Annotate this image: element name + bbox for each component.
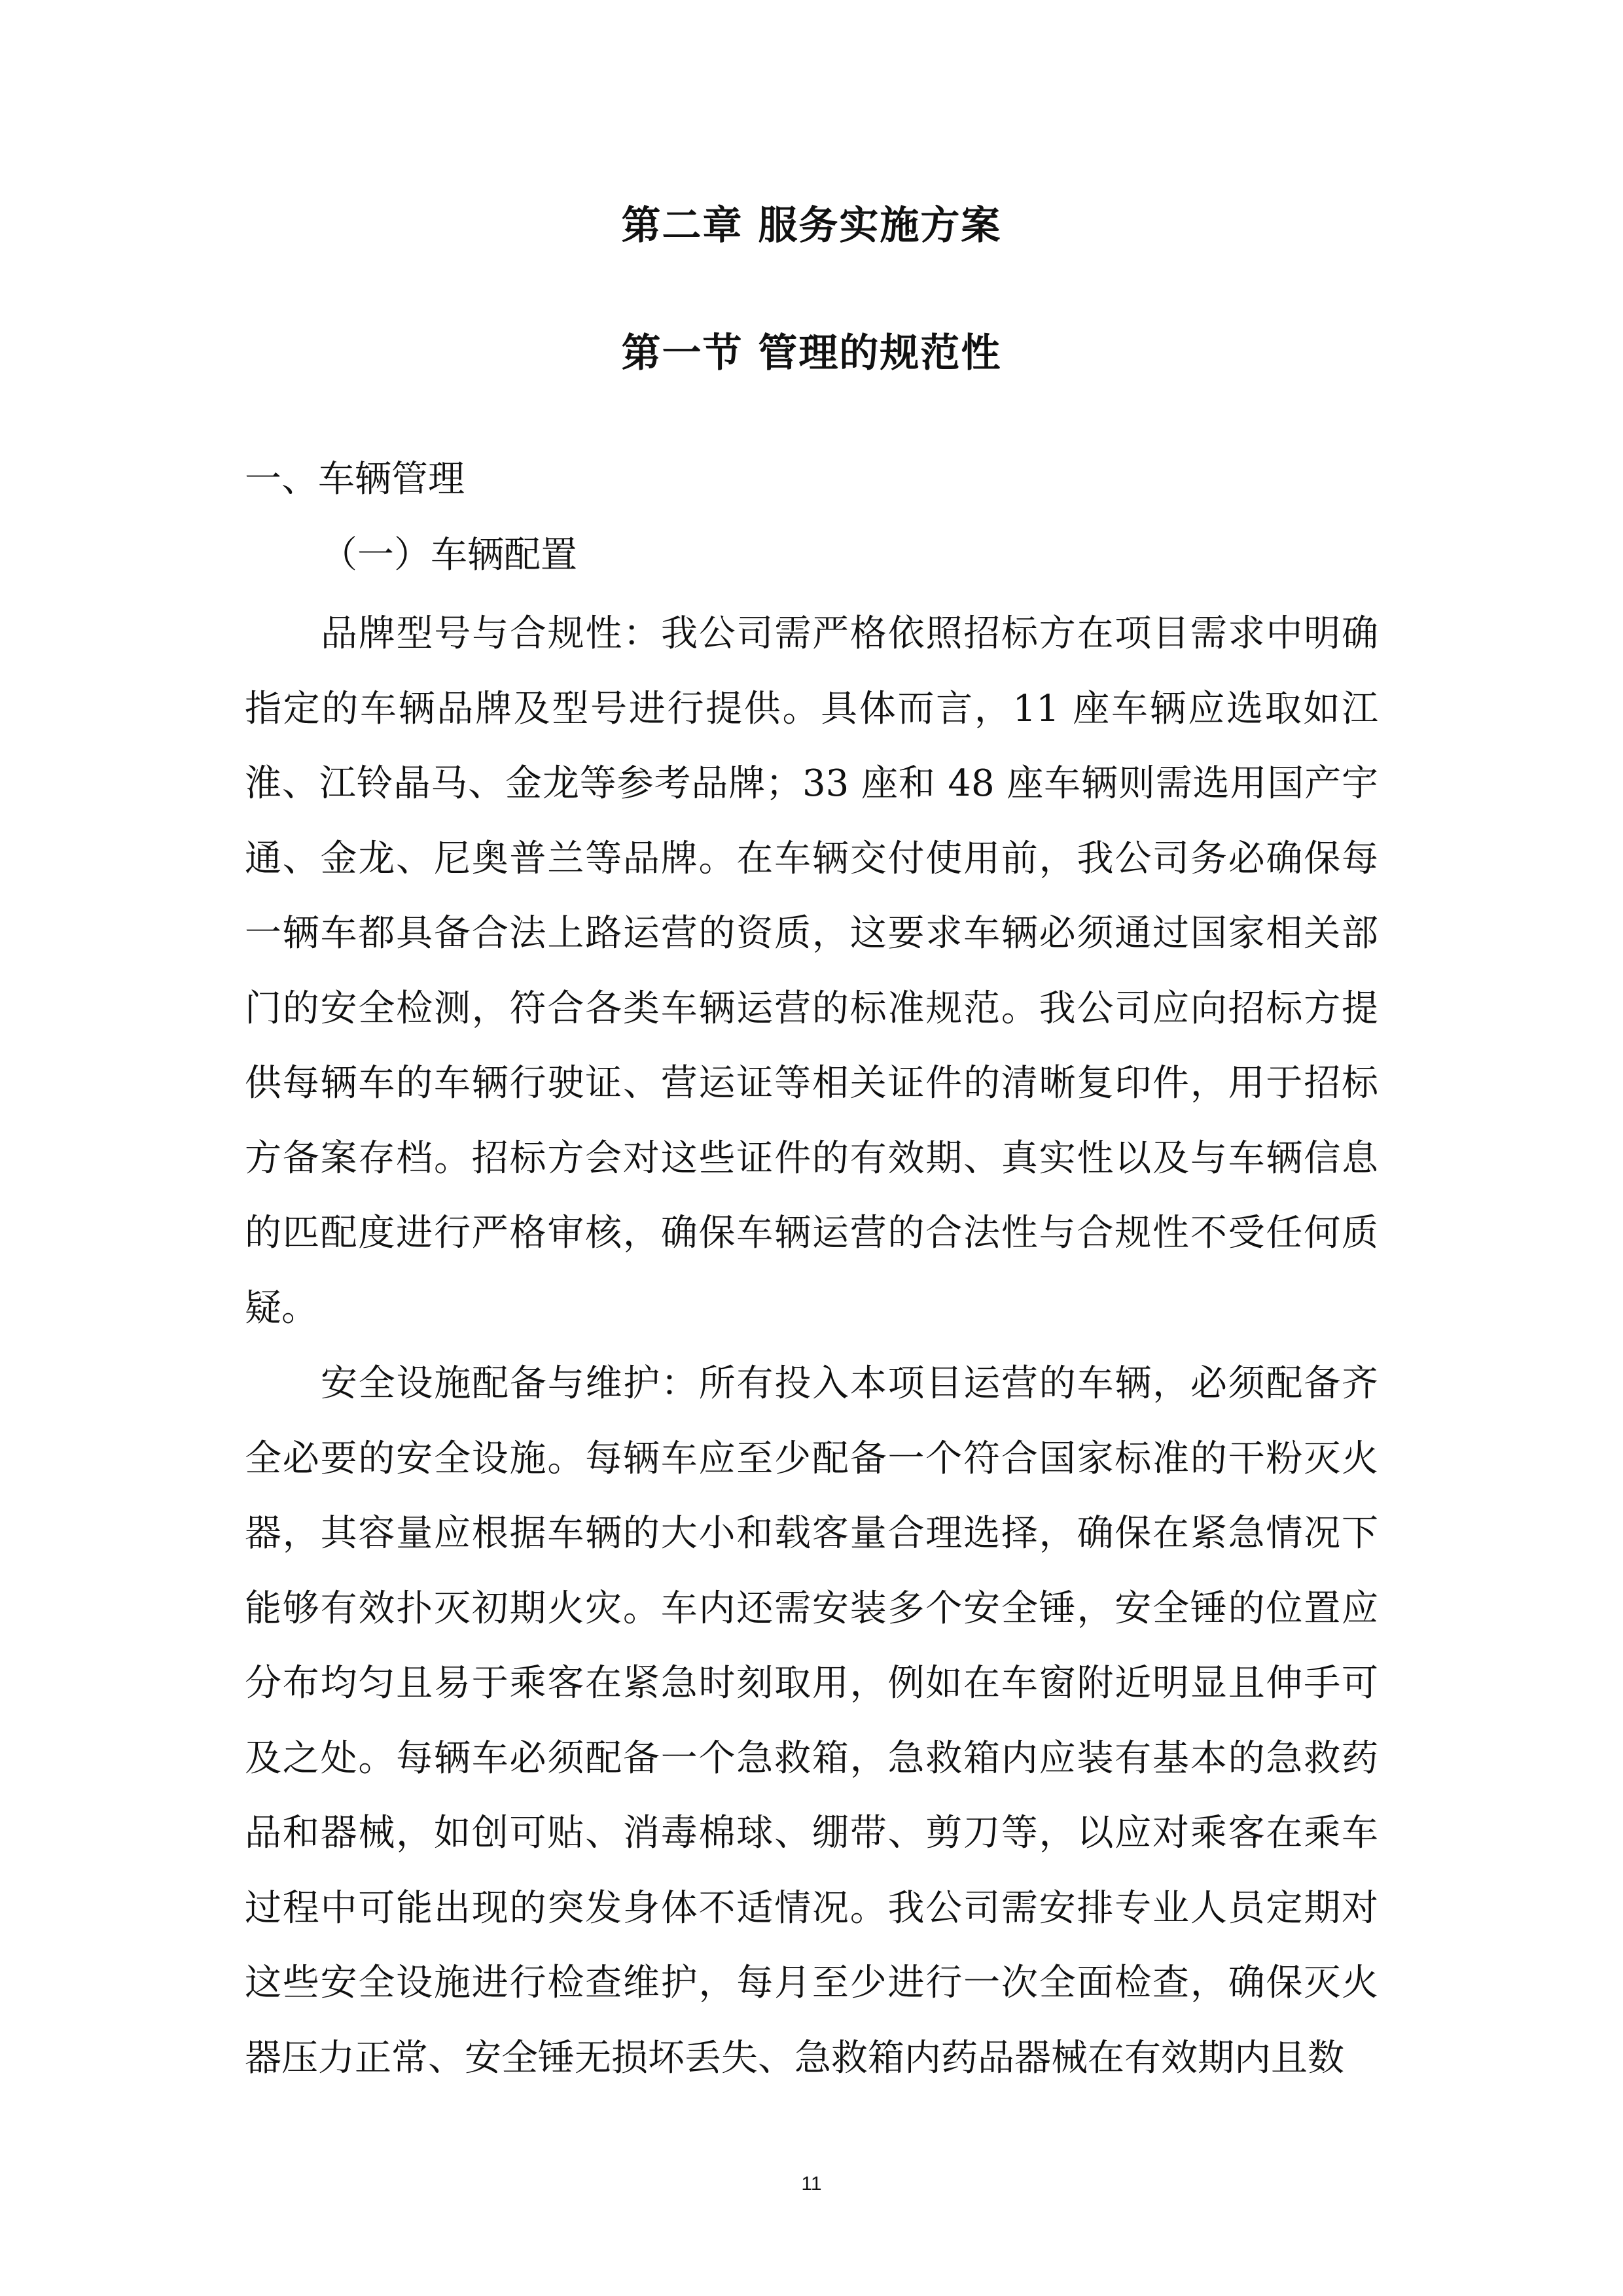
heading-vehicle-configuration: （一）车辆配置	[321, 534, 577, 576]
chapter-title: 第二章 服务实施方案	[621, 203, 1002, 249]
paragraph-safety-equipment: 安全设施配备与维护：所有投入本项目运营的车辆，必须配备齐全必要的安全设施。每辆车应至少配备一个符合国家标准的干粉灭火器，其容量应根据车辆的大小和载客量合理选择，确保在紧急情况下能够有效扑灭初期火灾。车内还需安装多个安全锤，安全锤的位置应分布均匀且易于乘客在紧急时刻取用，例如在车窗附近明显且伸手可及之处。每辆车必须配备一个急救箱，急救箱内应装有基本的急救药品和器械，如创可贴、消毒棉球、绷带、剪刀等，以应对乘客在乘车过程中可能出现的突发身体不适情况。我公司需安排专业人员定期对这些安全设施进行检查维护，每月至少进行一次全面检查，确保灭火器压力正常、安全锤无损坏丢失、急救箱内药品器械在有效期内且数	[245, 1362, 1378, 2079]
paragraph-brand-compliance: 品牌型号与合规性：我公司需严格依照招标方在项目需求中明确指定的车辆品牌及型号进行提供。具体而言，11 座车辆应选取如江淮、江铃晶马、金龙等参考品牌；33 座和 48 座车辆则需选用国产宇通、金龙、尼奥普兰等品牌。在车辆交付使用前，我公司务必确保每一辆车都具备合法上路运营的资质，这要求车辆必须通过国家相关部门的安全检测，符合各类车辆运营的标准规范。我公司应向招标方提供每辆车的车辆行驶证、营运证等相关证件的清晰复印件，用于招标方备案存档。招标方会对这些证件的有效期、真实性以及与车辆信息的匹配度进行严格审核，确保车辆运营的合法性与合规性不受任何质疑。	[245, 612, 1378, 1330]
page-number: 11	[801, 2173, 822, 2195]
section-title: 第一节 管理的规范性	[621, 330, 1002, 376]
heading-vehicle-management: 一、车辆管理	[245, 458, 465, 501]
